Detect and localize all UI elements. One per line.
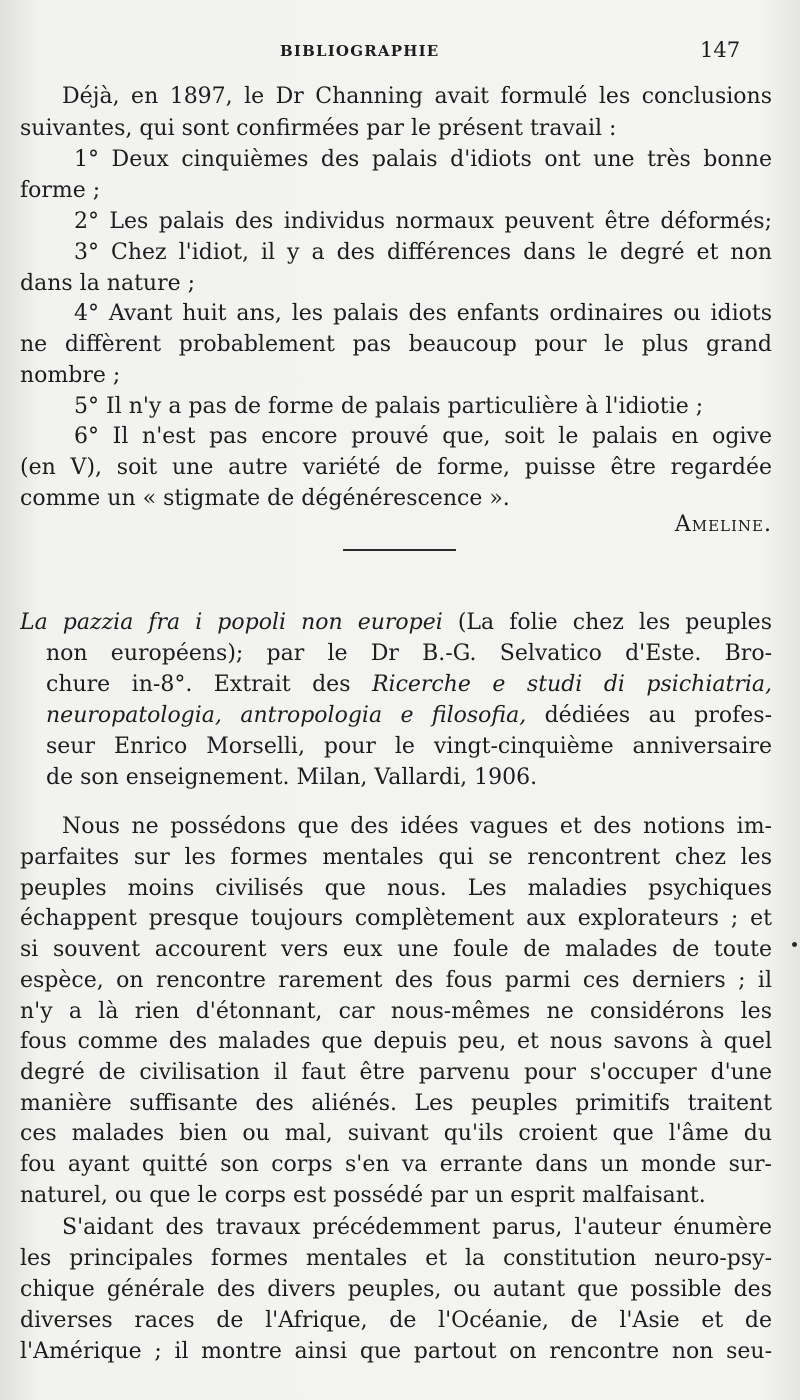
section-divider	[343, 549, 456, 551]
paragraph-line: échappent presque toujours complètement aux explorateurs ; et	[20, 906, 772, 931]
paragraph-line: peuples moins civilisés que nous. Les maladies psychiques	[20, 876, 772, 901]
list-item-line: ne diffèrent probablement pas beaucoup pour le plus grand	[20, 332, 772, 357]
paragraph-line: manière suffisante des aliénés. Les peuples primitifs traitent	[20, 1091, 772, 1116]
paragraph-line: diverses races de l'Afrique, de l'Océanie, de l'Asie et de	[20, 1308, 772, 1333]
paragraph-line: si souvent accourent vers eux une foule de malades de toute	[20, 937, 772, 962]
list-item-line: (en V), soit une autre variété de forme, puisse être regardée	[20, 455, 772, 480]
list-item-line: 6° Il n'est pas encore prouvé que, soit le palais en ogive	[74, 424, 772, 449]
paragraph-line: ces malades bien ou mal, suivant qu'ils croient que l'âme du	[20, 1121, 772, 1146]
citation-line: non européens); par le Dr B.-G. Selvatico d'Este. Bro-	[46, 641, 772, 666]
citation-text: dédiées au profes-	[526, 703, 772, 728]
paragraph-line: S'aidant des travaux précédemment parus, l'auteur énumère	[62, 1215, 772, 1240]
paragraph-line: Déjà, en 1897, le Dr Channing avait formulé les conclusions	[62, 84, 772, 109]
page-header	[0, 38, 800, 68]
list-item-line: dans la nature ;	[20, 271, 196, 296]
citation-line: seur Enrico Morselli, pour le vingt-cinquième anniversaire	[46, 734, 772, 759]
list-item-line: comme un « stigmate de dégénérescence ».	[20, 486, 510, 511]
list-item-line: 3° Chez l'idiot, il y a des différences dans le degré et non	[74, 240, 772, 265]
paragraph-line: Nous ne possédons que des idées vagues et des notions im-	[62, 814, 772, 839]
list-item-line: 4° Avant huit ans, les palais des enfants ordinaires ou idiots	[74, 301, 772, 326]
paragraph-line: parfaites sur les formes mentales qui se rencontrent chez les	[20, 845, 772, 870]
ink-speck	[792, 942, 797, 947]
list-item-line: 5° Il n'y a pas de forme de palais particulière à l'idiotie ;	[74, 394, 704, 419]
paragraph-line: fou ayant quitté son corps s'en va errante dans un monde sur-	[20, 1152, 772, 1177]
paragraph-line: suivantes, qui sont confirmées par le présent travail :	[20, 116, 617, 141]
list-item-line: forme ;	[20, 178, 101, 203]
page-number: 147	[700, 38, 741, 62]
journal-title: Ricerche e studi di psichiatria,	[371, 672, 772, 697]
book-title: La pazzia fra i popoli non europei	[20, 610, 443, 635]
running-head: BIBLIOGRAPHIE	[280, 42, 440, 60]
citation-text: chure in-8°. Extrait des	[46, 672, 372, 697]
paragraph-line: n'y a là rien d'étonnant, car nous-mêmes ne considérons les	[20, 999, 772, 1024]
citation-line	[20, 608, 772, 638]
list-item-line: nombre ;	[20, 363, 121, 388]
paragraph-line: fous comme des malades que depuis peu, et nous savons à quel	[20, 1029, 772, 1054]
list-item-line: 2° Les palais des individus normaux peuvent être déformés;	[74, 209, 772, 234]
paragraph-line: degré de civilisation il faut être parvenu pour s'occuper d'une	[20, 1060, 772, 1085]
citation-line: de son enseignement. Milan, Vallardi, 1906.	[46, 765, 538, 790]
citation-line	[20, 670, 772, 700]
citation-line	[20, 701, 772, 731]
paragraph-line: espèce, on rencontre rarement des fous parmi ces derniers ; il	[20, 968, 772, 993]
citation-text: (La folie chez les peuples	[442, 610, 772, 635]
reviewer-signature: Ameline.	[674, 512, 772, 537]
paragraph-line: naturel, ou que le corps est possédé par un esprit malfaisant.	[20, 1183, 706, 1208]
paragraph-line: l'Amérique ; il montre ainsi que partout on rencontre non seu-	[20, 1339, 772, 1364]
journal-title: neuropatologia, antropologia e filosofia,	[46, 703, 527, 728]
list-item-line: 1° Deux cinquièmes des palais d'idiots ont une très bonne	[74, 147, 772, 172]
paragraph-line: les principales formes mentales et la constitution neuro-psy-	[20, 1246, 772, 1271]
paragraph-line: chique générale des divers peuples, ou autant que possible des	[20, 1277, 772, 1302]
